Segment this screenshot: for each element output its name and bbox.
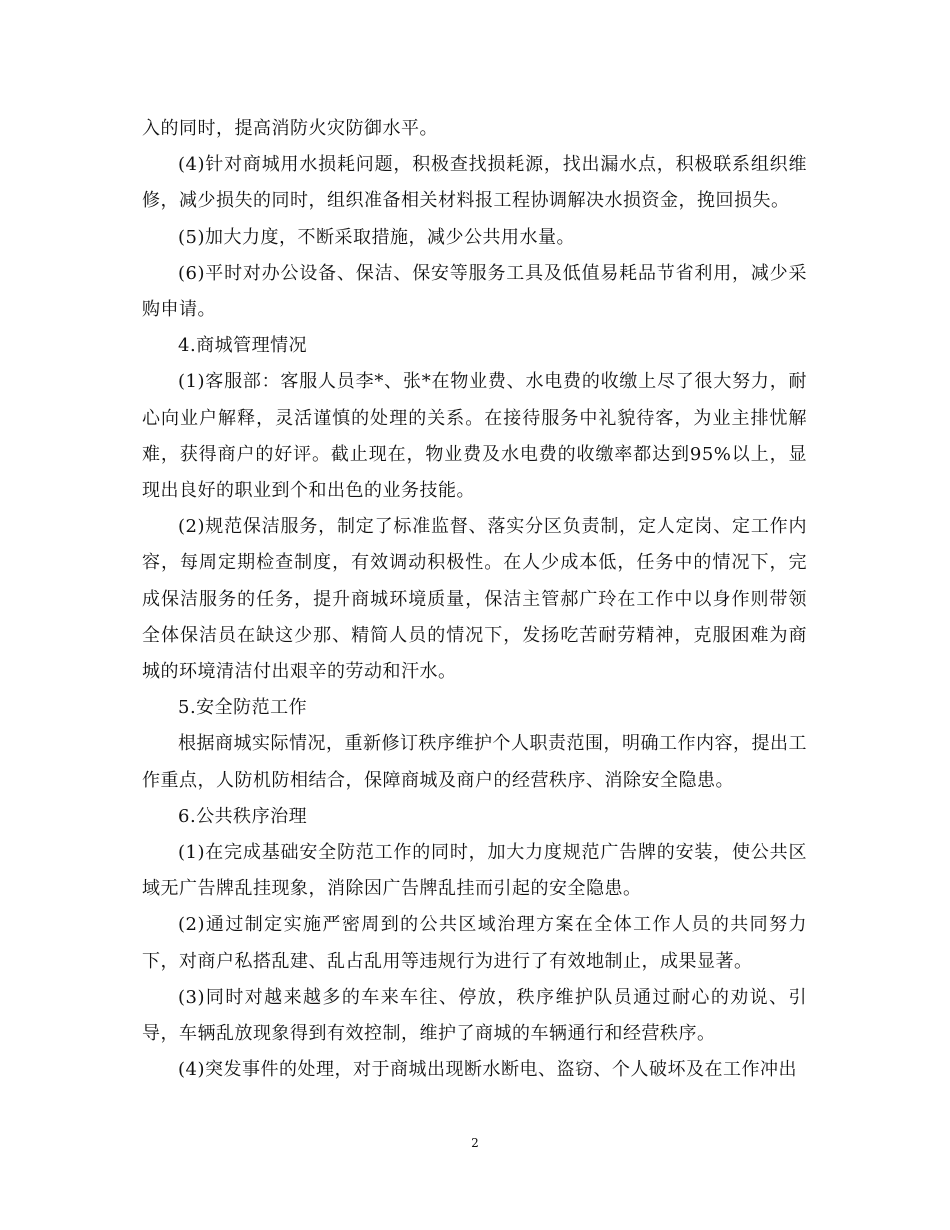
paragraph-billboards: (1)在完成基础安全防范工作的同时，加大力度规范广告牌的安装，使公共区域无广告牌乱挂现象，消除因广告牌乱挂而引起的安全隐患。 [142,842,807,900]
document-body [142,111,807,1088]
section-heading-public-order: 6.公共秩序治理 [178,805,308,827]
paragraph-cleaning-service: (2)规范保洁服务，制定了标准监督、落实分区负责制，定人定岗、定工作内容，每周定期检查制度，有效调动积极性。在人少成本低，任务中的情况下，完成保洁服务的任务，提升商城环境质量，保洁主管郝广玲在工作中以身作则带领全体保洁员在缺这少那、精简人员的情况下，发扬吃苦耐劳精神，克服困难为商城的环境清洁付出艰辛的劳动和汗水。 [142,516,807,683]
paragraph-public-area-plan: (2)通过制定实施严密周到的公共区域治理方案在全体工作人员的共同努力下，对商户私搭乱建、乱占乱用等违规行为进行了有效地制止，成果显著。 [142,914,807,972]
paragraph-continuation: 入的同时，提高消防火灾防御水平。 [142,118,438,139]
paragraph-item-6-office-supplies: (6)平时对办公设备、保洁、保安等服务工具及低值易耗品节省利用，减少采购申请。 [142,262,807,321]
paragraph-vehicle-order: (3)同时对越来越多的车来车往、停放，秩序维护队员通过耐心的劝说、引导，车辆乱放现象得到有效控制，维护了商城的车辆通行和经营秩序。 [142,986,807,1045]
section-heading-security: 5.安全防范工作 [178,697,308,719]
paragraph-item-4-water-loss: (4)针对商城用水损耗问题，积极查找损耗源，找出漏水点，积极联系组织维修，减少损失的同时，组织准备相关材料报工程协调解决水损资金，挽回损失。 [142,154,807,212]
section-heading-mall-management: 4.商城管理情况 [178,335,308,357]
page-number: 2 [471,1136,479,1150]
paragraph-item-5-water-reduction: (5)加大力度，不断采取措施，减少公共用水量。 [178,226,575,248]
paragraph-emergency-handling: (4)突发事件的处理，对于商城出现断水断电、盗窃、个人破坏及在工作冲出 [178,1059,797,1081]
paragraph-customer-service: (1)客服部：客服人员李*、张*在物业费、水电费的收缴上尽了很大努力，耐心向业户解释，灵活谨慎的处理的关系。在接待服务中礼貌待客，为业主排忧解难，获得商户的好评。截止现在，物业费及水电费的收缴率都达到95%以上，显现出良好的职业到个和出色的业务技能。 [142,371,807,502]
paragraph-security-work: 根据商城实际情况，重新修订秩序维护个人职责范围，明确工作内容，提出工作重点，人防机防相结合，保障商城及商户的经营秩序、消除安全隐患。 [142,733,807,791]
